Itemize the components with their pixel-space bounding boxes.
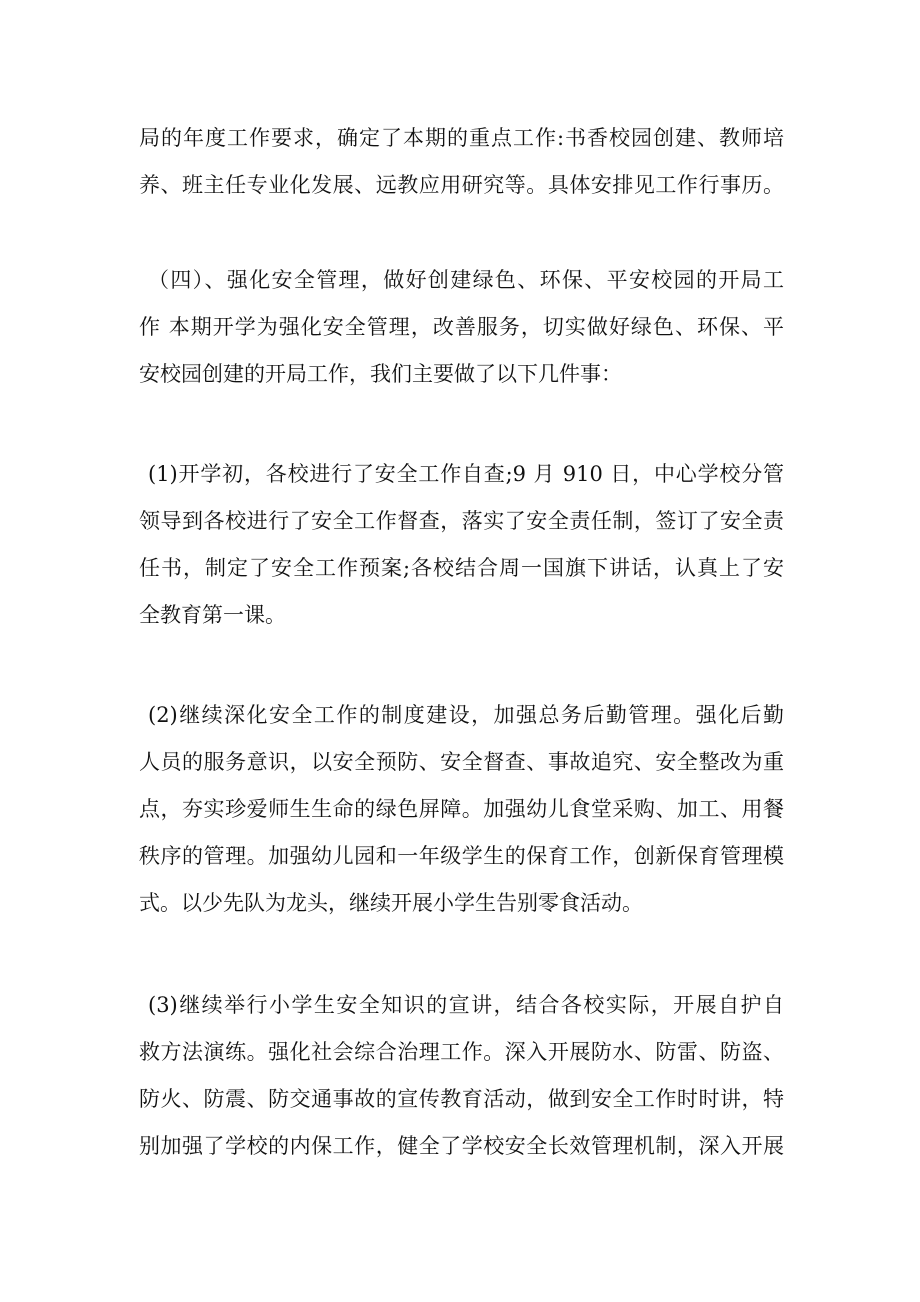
text-line: 养、班主任专业化发展、远教应用研究等。具体安排见工作行事历。	[139, 173, 784, 197]
text-line: 全教育第一课。	[139, 603, 286, 627]
text-line: 局的年度工作要求，确定了本期的重点工作:书香校园创建、教师培	[139, 126, 784, 150]
text-line: （四）、强化安全管理，做好创建绿色、环保、平安校园的开局工	[148, 268, 784, 292]
text-line: 别加强了学校的内保工作，健全了学校安全长效管理机制，深入开展	[139, 1134, 784, 1158]
text-line: 秩序的管理。加强幼儿园和一年级学生的保育工作，创新保育管理模	[139, 844, 784, 868]
paragraph-5	[139, 982, 784, 1170]
text-line: 式。以少先队为龙头，继续开展小学生告别零食活动。	[139, 891, 643, 915]
text-line: 救方法演练。强化社会综合治理工作。深入开展防水、防雷、防盗、	[139, 1040, 784, 1064]
text-line: 点，夯实珍爱师生生命的绿色屏障。加强幼儿食堂采购、加工、用餐	[139, 797, 784, 821]
text-line: 防火、防震、防交通事故的宣传教育活动，做到安全工作时时讲，特	[139, 1087, 784, 1111]
text-line: 作 本期开学为强化安全管理，改善服务，切实做好绿色、环保、平	[139, 315, 784, 339]
text-line: 安校园创建的开局工作，我们主要做了以下几件事：	[139, 362, 622, 386]
text-line: (3)继续举行小学生安全知识的宣讲，结合各校实际，开展自护自	[148, 993, 784, 1017]
text-line: 任书，制定了安全工作预案;各校结合周一国旗下讲话，认真上了安	[139, 556, 784, 580]
text-line: (1)开学初，各校进行了安全工作自查;9 月 910 日，中心学校分管	[148, 462, 784, 486]
text-line: 领导到各校进行了安全工作督查，落实了安全责任制，签订了安全责	[139, 509, 784, 533]
paragraph-4	[139, 692, 784, 927]
paragraph-1	[139, 115, 784, 209]
text-line: 人员的服务意识，以安全预防、安全督查、事故追究、安全整改为重	[139, 750, 784, 774]
text-line: (2)继续深化安全工作的制度建设，加强总务后勤管理。强化后勤	[148, 703, 784, 727]
paragraph-2	[139, 257, 784, 398]
paragraph-3	[139, 451, 784, 639]
